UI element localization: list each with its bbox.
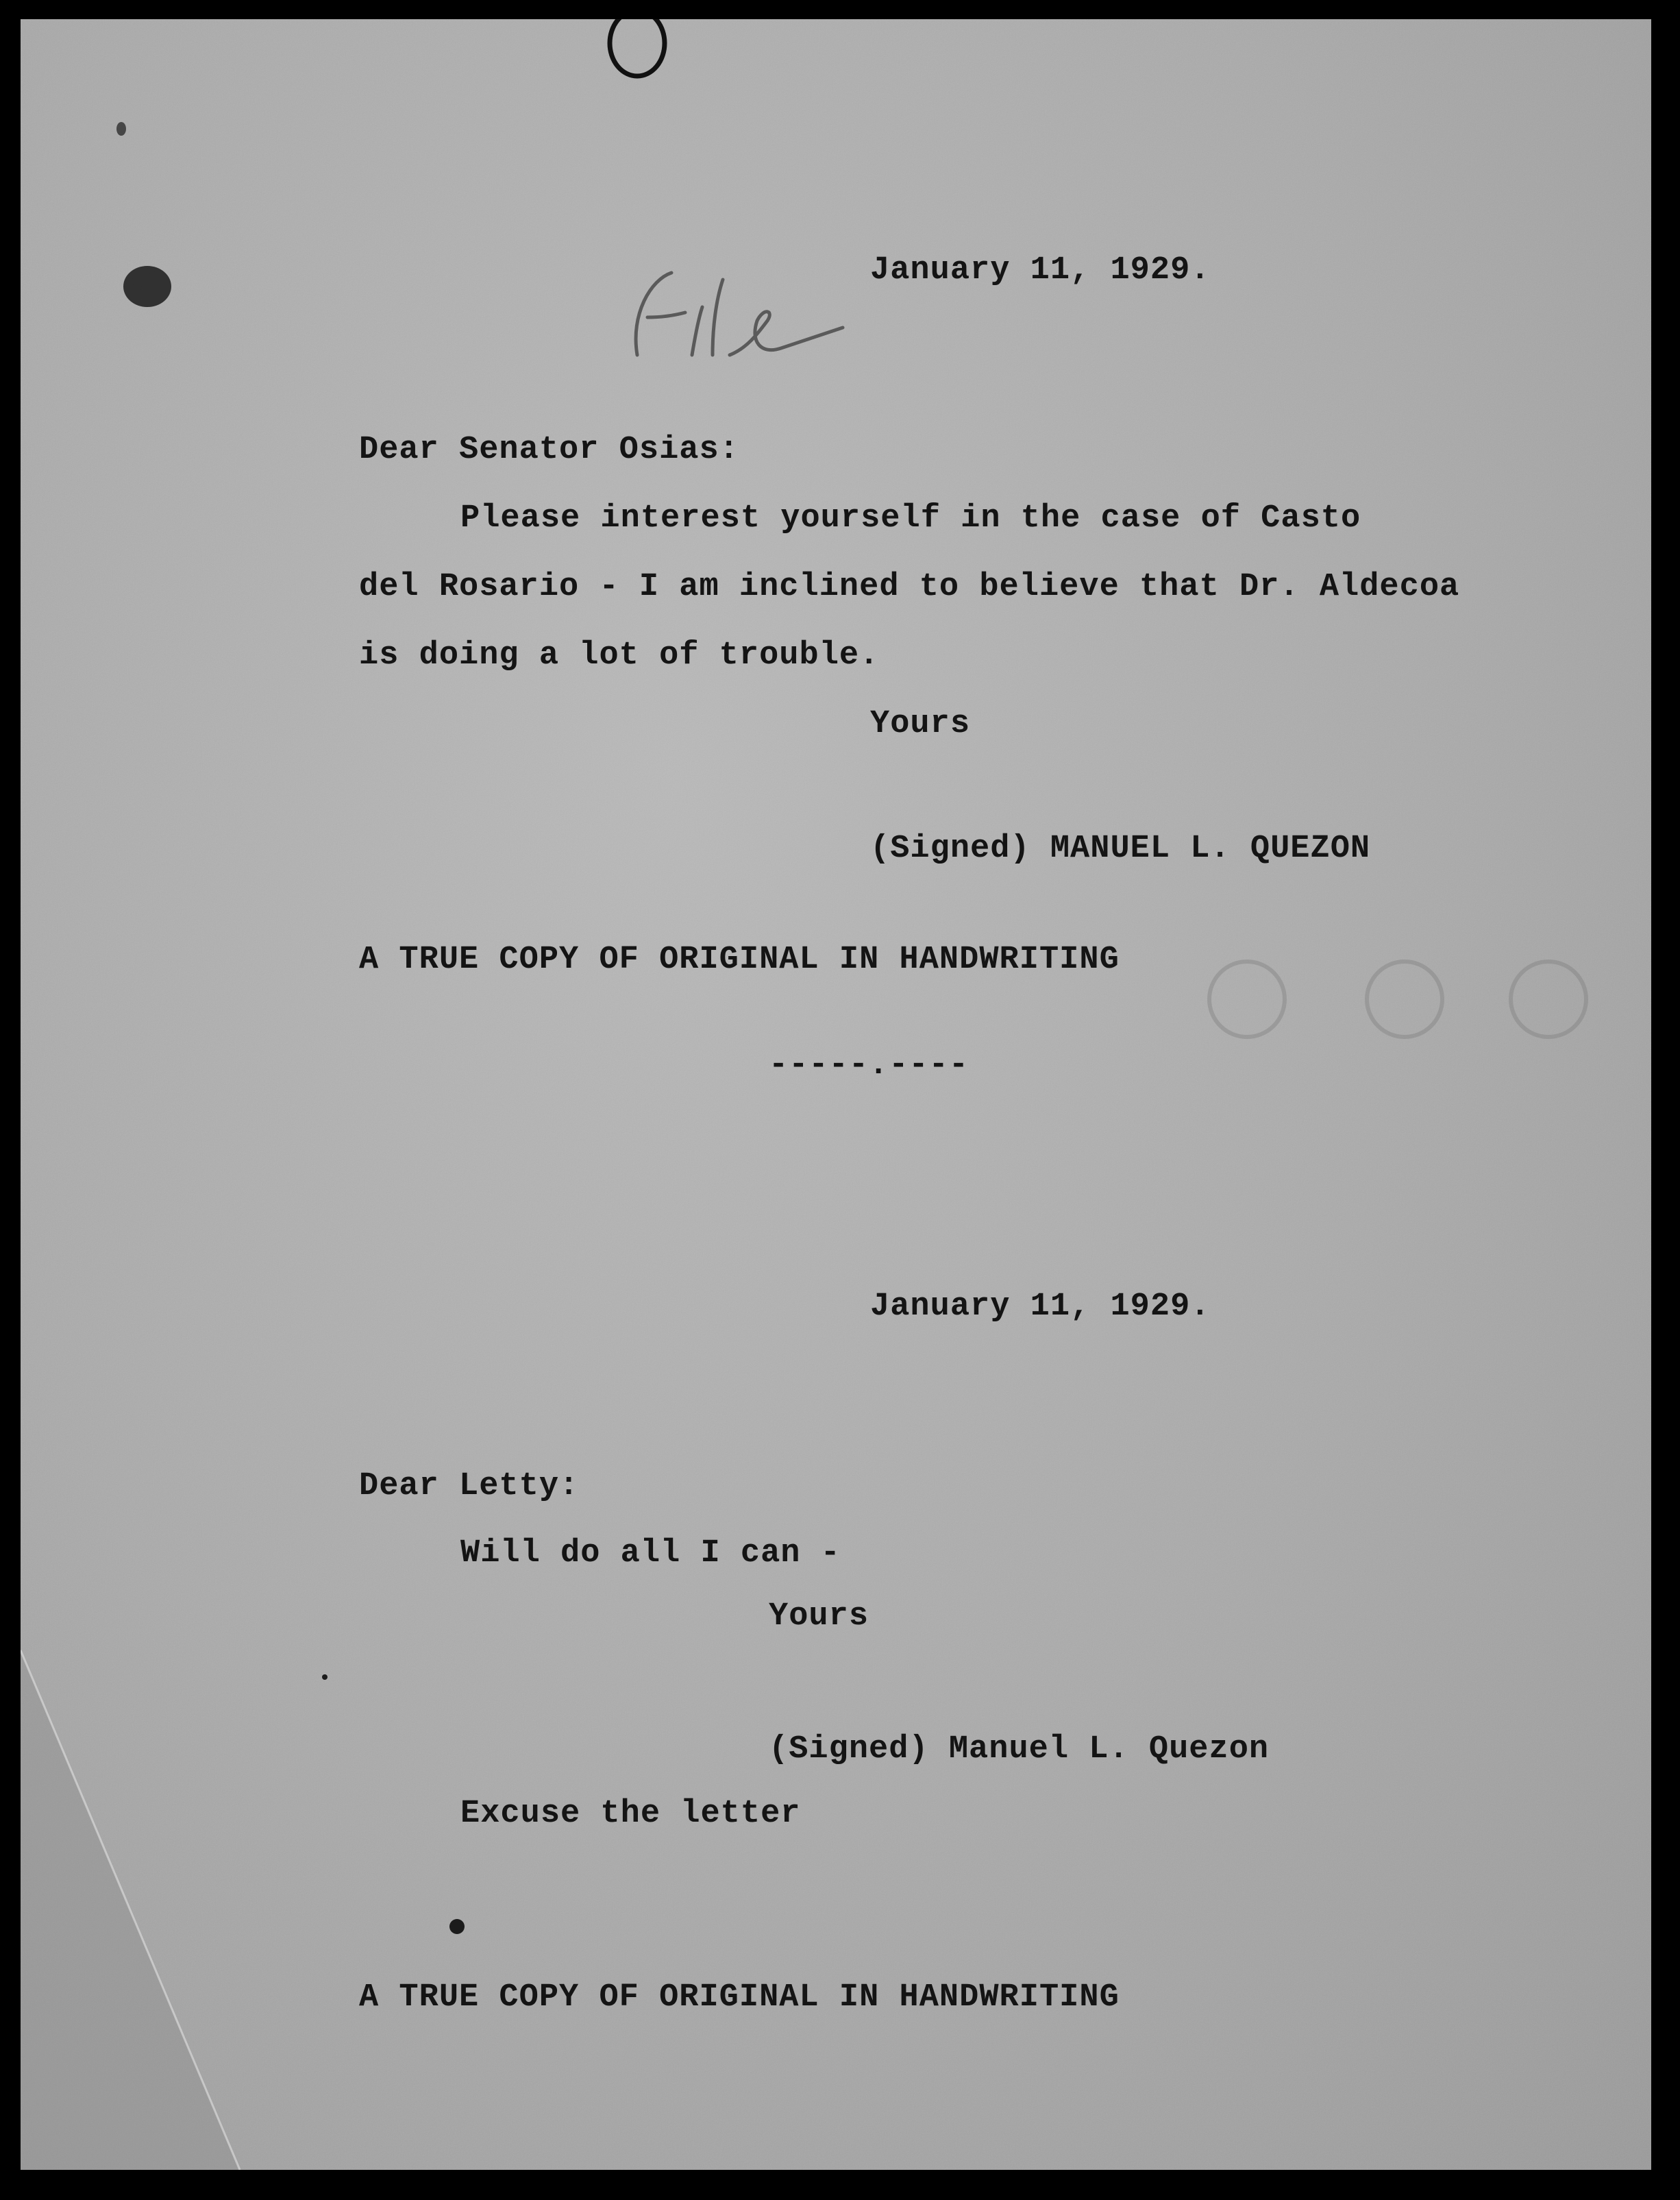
punch-hole-mark — [589, 19, 685, 88]
ink-dot — [322, 1674, 328, 1680]
letter2-signature: (Signed) Manuel L. Quezon — [769, 1731, 1270, 1768]
ink-smudge — [116, 122, 126, 136]
letter1-body-line2: del Rosario - I am inclined to believe that Dr. Aldecoa — [359, 569, 1460, 605]
letter2-postscript: Excuse the letter — [460, 1796, 801, 1832]
letter2-body: Will do all I can - — [460, 1535, 841, 1572]
letter2-date: January 11, 1929. — [870, 1288, 1211, 1325]
letter1-body-line3: is doing a lot of trouble. — [359, 637, 880, 674]
letter1-signature: (Signed) MANUEL L. QUEZON — [870, 831, 1371, 867]
letter1-salutation: Dear Senator Osias: — [359, 432, 739, 468]
ink-blot — [123, 266, 171, 307]
document-page — [21, 19, 1651, 2170]
letter1-body-line1: Please interest yourself in the case of Casto — [460, 500, 1361, 537]
separator: -----.---- — [769, 1047, 969, 1084]
letter1-date: January 11, 1929. — [870, 252, 1211, 289]
ink-dot — [449, 1919, 465, 1934]
letter2-salutation: Dear Letty: — [359, 1468, 580, 1504]
letter2-certification: A TRUE COPY OF ORIGINAL IN HANDWRITING — [359, 1979, 1120, 2016]
letter2-closing: Yours — [769, 1598, 869, 1635]
letter1-certification: A TRUE COPY OF ORIGINAL IN HANDWRITING — [359, 942, 1120, 978]
handwritten-file-annotation — [610, 252, 870, 382]
faint-stamp-impression — [1144, 938, 1638, 1061]
letter1-closing: Yours — [870, 706, 971, 742]
